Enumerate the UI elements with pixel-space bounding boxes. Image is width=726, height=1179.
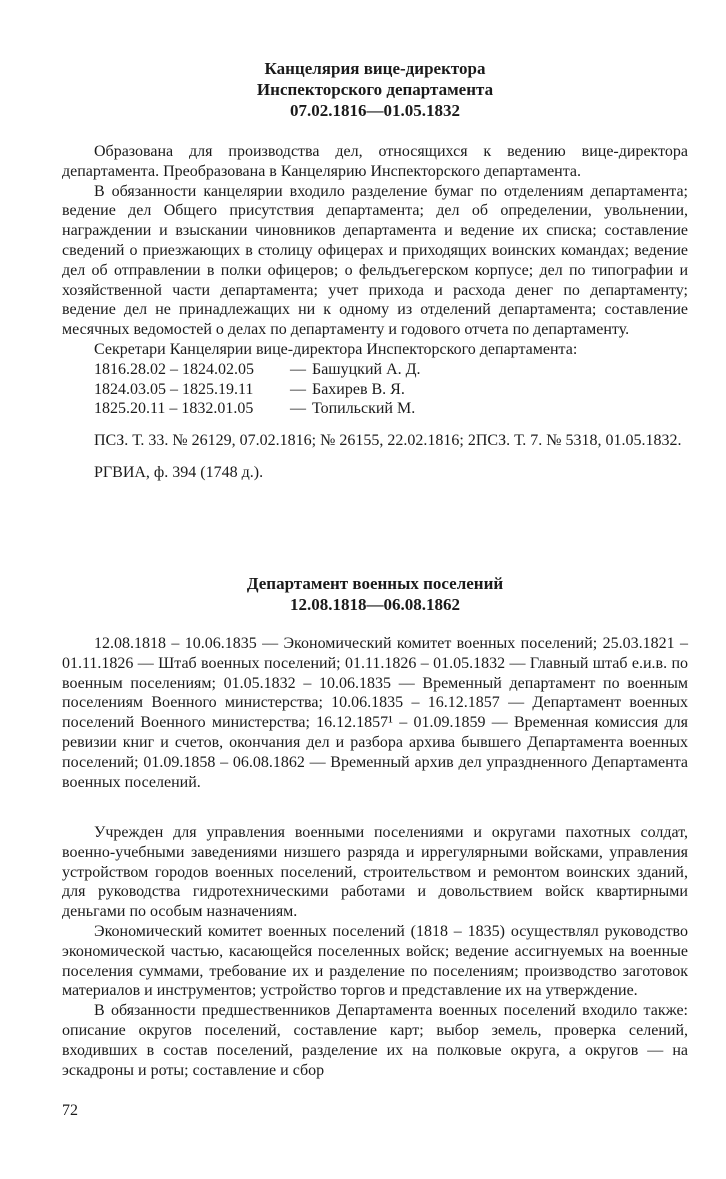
section-2-paragraph-3: В обязанности предшественников Департамента военных поселений входило также: описание округов поселений, составление карт; выбор земель, проверка селений, входивших в состав поселений, разделение их на полковые округа, а округов — на эскадроны и роты; составление и сбор xyxy=(62,1002,688,1079)
section-2-heading-dates: 12.08.1818—06.08.1862 xyxy=(290,595,460,614)
section-2-history xyxy=(62,634,688,792)
section-1-paragraph-2: В обязанности канцелярии входило разделение бумаг по отделениям департамента; ведение дел Общего присутствия департамента; дел об определении, увольнении, награждении и взыскании чиновников департамента и ведение их списка; составление сведений о приезжающих в столицу офицерах и приходящих воинских командах; ведение дел об отправлении в полки офицеров; о фельдъегерском корпусе; дел по типографии и хозяйственной части департамента; учет прихода и расхода денег по департаменту; ведение дел не принадлежащих ни к одному из отделений департамента; составление месячных ведомостей о делах по департаменту и годового отчета по департаменту. xyxy=(62,182,688,339)
section-2-paragraph-1: Учрежден для управления военными поселениями и округами пахотных солдат, военно-учебными заведениями низшего разряда и иррегулярными войсками, управления устройством городов военных поселений, строительством и ремонтом воинских зданий, для руководства гидротехническими работами и довольствием войск квартирными деньгами по особым назначениям. xyxy=(62,824,688,921)
section-1-heading-dates: 07.02.1816—01.05.1832 xyxy=(290,101,460,120)
secretary-row xyxy=(94,399,688,419)
section-1-body xyxy=(62,142,688,483)
section-1-heading xyxy=(62,58,688,121)
section-1-paragraph-1: Образована для производства дел, относящихся к ведению вице-директора департамента. Преобразована в Канцелярию Инспекторского департамента. xyxy=(62,143,688,180)
secretary-name: Башуцкий А. Д. xyxy=(312,360,421,378)
page-number: 72 xyxy=(62,1102,78,1119)
secretary-dates: 1825.20.11 – 1832.01.05 xyxy=(94,400,254,418)
section-2-body xyxy=(62,823,688,1080)
secretary-name: Топильский М. xyxy=(312,400,416,418)
secretary-name: Бахирев В. Я. xyxy=(312,380,405,398)
section-2-history-paragraph: 12.08.1818 – 10.06.1835 — Экономический комитет военных поселений; 25.03.1821 – 01.11.1826 — Штаб военных поселений; 01.11.1826 – 01.05.1832 — Главный штаб е.и.в. по военным поселениям; 01.05.1832 – 10.06.1835 — Временный департамент по военным поселениям Военного министерства; 10.06.1835 – 16.12.1857 — Департамент военных поселений Военного министерства; 16.12.1857¹ – 01.09.1859 — Временная комиссия для ревизии книг и счетов, окончания дел и разбора архива бывшего Департамента военных поселений; 01.09.1858 – 06.08.1862 — Временный архив дел упраздненного Департамента военных поселений. xyxy=(62,635,688,791)
legal-sources: ПСЗ. Т. 33. № 26129, 07.02.1816; № 26155, 22.02.1816; 2ПСЗ. Т. 7. № 5318, 01.05.1832. xyxy=(94,432,682,450)
secretary-dash: — xyxy=(290,380,306,398)
section-1-heading-line-2: Инспекторского департамента xyxy=(256,80,494,99)
section-2-heading-line-1: Департамент военных поселений xyxy=(246,574,504,593)
secretary-dates: 1816.28.02 – 1824.02.05 xyxy=(94,360,254,378)
archive-reference: РГВИА, ф. 394 (1748 д.). xyxy=(94,463,264,481)
section-2-heading xyxy=(62,573,688,615)
secretary-row xyxy=(94,380,688,400)
secretary-dates: 1824.03.05 – 1825.19.11 xyxy=(94,380,254,398)
secretaries-title: Секретари Канцелярии вице-директора Инспекторского департамента: xyxy=(94,340,578,358)
section-2-paragraph-2: Экономический комитет военных поселений (1818 – 1835) осуществлял руководство экономической частью, касающейся поселенных войск; ведение ассигнуемых на военные поселения суммами, требование их и разделение по поселениям; производство заготовок материалов и инструментов; устройство торгов и представление их на утверждение. xyxy=(62,922,688,1000)
secretaries-list xyxy=(62,360,688,419)
secretary-row xyxy=(94,360,688,380)
secretary-dash: — xyxy=(290,360,306,378)
section-1-heading-line-1: Канцелярия вице-директора xyxy=(264,59,486,78)
secretary-dash: — xyxy=(290,400,306,418)
